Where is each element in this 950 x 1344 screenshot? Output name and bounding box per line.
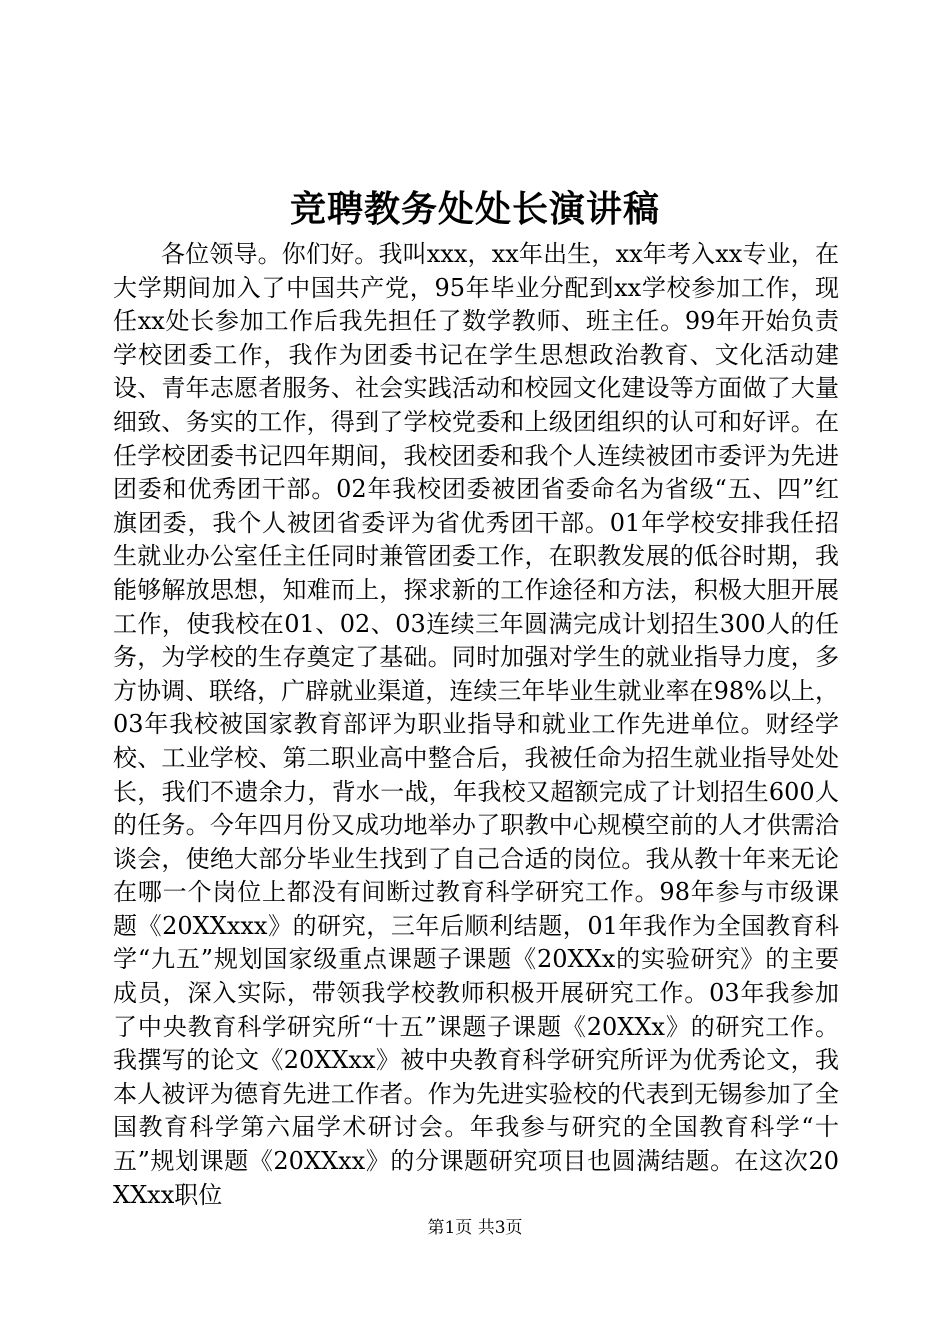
- page-footer: 第1页 共3页: [427, 1218, 523, 1238]
- body-paragraph: 各位领导。你们好。我叫xxx，xx年出生，xx年考入xx专业，在大学期间加入了中国共产党，95年毕业分配到xx学校参加工作，现任xx处长参加工作后我先担任了数学教师、班主任。99年开始负责学校团委工作，我作为团委书记在学生思想政治教育、文化活动建设、青年志愿者服务、社会实践活动和校园文化建设等方面做了大量细致、务实的工作，得到了学校党委和上级团组织的认可和好评。在任学校团委书记四年期间，我校团委和我个人连续被团市委评为先进团委和优秀团干部。02年我校团委被团省委命名为省级“五、四”红旗团委，我个人被团省委评为省优秀团干部。01年学校安排我任招生就业办公室任主任同时兼管团委工作，在职教发展的低谷时期，我能够解放思想，知难而上，探求新的工作途径和方法，积极大胆开展工作，使我校在01、02、03连续三年圆满完成计划招生300人的任务，为学校的生存奠定了基础。同时加强对学生的就业指导力度，多方协调、联络，广辟就业渠道，连续三年毕业生就业率在98%以上，03年我校被国家教育部评为职业指导和就业工作先进单位。财经学校、工业学校、第二职业高中整合后，我被任命为招生就业指导处处长，我们不遗余力，背水一战，年我校又超额完成了计划招生600人的任务。今年四月份又成功地举办了职教中心规模空前的人才供需洽谈会，使绝大部分毕业生找到了自己合适的岗位。我从教十年来无论在哪一个岗位上都没有间断过教育科学研究工作。98年参与市级课题《20XXxxx》的研究，三年后顺利结题，01年我作为全国教育科学“九五”规划国家级重点课题子课题《20XXx的实验研究》的主要成员，深入实际，带领我学校教师积极开展研究工作。03年我参加了中央教育科学研究所“十五”课题子课题《20XXx》的研究工作。我撰写的论文《20XXxx》被中央教育科学研究所评为优秀论文，我本人被评为德育先进工作者。作为先进实验校的代表到无锡参加了全国教育科学第六届学术研讨会。年我参与研究的全国教育科学“十五”规划课题《20XXxx》的分课题研究项目也圆满结题。在这次20XXxx职位: [113, 240, 839, 1209]
- document-title: 竞聘教务处处长演讲稿: [289, 188, 660, 230]
